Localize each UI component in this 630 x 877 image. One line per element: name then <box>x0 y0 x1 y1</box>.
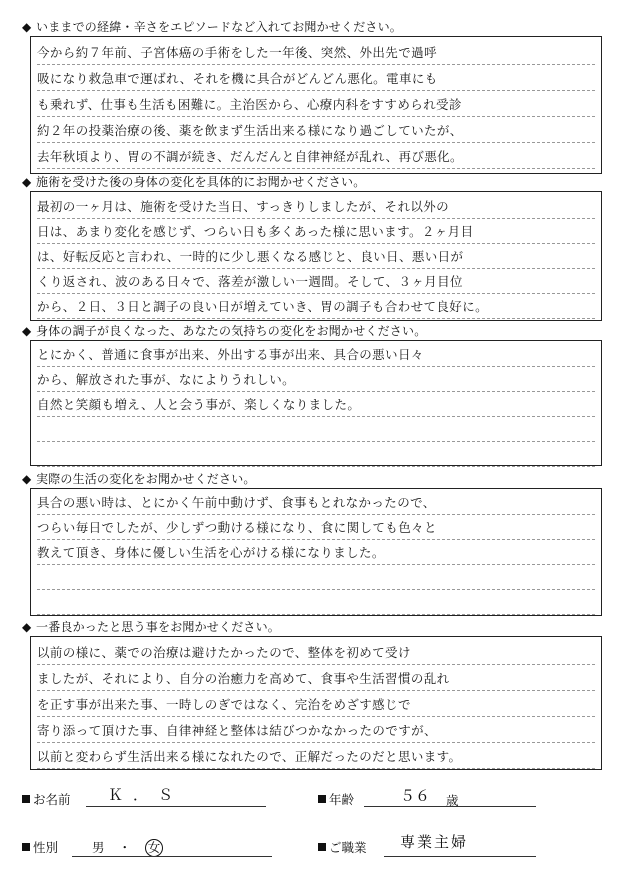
answer-line: も乗れず、仕事も生活も困難に。主治医から、心療内科をすすめられ受診 <box>37 91 595 117</box>
question-1: ◆ いままでの経緯・辛さをエピソードなど入れてお聞かせください。 <box>22 20 403 34</box>
square-bullet-icon <box>318 795 326 803</box>
answer-box-4 <box>30 488 602 616</box>
answer-box-1 <box>30 36 602 174</box>
name-underline <box>86 806 266 807</box>
answer-line: 吸になり救急車で運ばれ、それを機に具合がどんどん悪化。電車にも <box>37 65 595 91</box>
square-bullet-icon <box>22 795 30 803</box>
answer-line: 自然と笑顔も増え、人と会う事が、楽しくなりました。 <box>37 391 595 417</box>
answer-line <box>37 416 595 442</box>
gender-underline <box>72 856 272 857</box>
answer-line: 最初の一ヶ月は、施術を受けた当日、すっきりしましたが、それ以外の <box>37 193 595 219</box>
answer-line: から、解放された事が、なによりうれしい。 <box>37 366 595 392</box>
question-4: ◆ 実際の生活の変化をお聞かせください。 <box>22 472 256 486</box>
occupation-underline <box>384 856 536 857</box>
diamond-icon: ◆ <box>22 175 32 189</box>
answer-line: から、２日、３日と調子の良い日が増えていき、胃の調子も合わせて良好に。 <box>37 293 595 319</box>
diamond-icon: ◆ <box>22 620 32 634</box>
diamond-icon: ◆ <box>22 472 32 486</box>
answer-box-2 <box>30 191 602 321</box>
gender-label: 性別 <box>22 838 58 856</box>
gender-female-circled: 女 <box>145 839 163 857</box>
name-label: お名前 <box>22 790 71 808</box>
answer-line: 教えて頂き、身体に優しい生活を心がける様になりました。 <box>37 539 595 565</box>
square-bullet-icon <box>318 843 326 851</box>
question-3: ◆ 身体の調子が良くなった、あなたの気持ちの変化をお聞かせください。 <box>22 324 427 338</box>
answer-line: 以前の様に、薬での治療は避けたかったので、整体を初めて受け <box>37 639 595 665</box>
answer-line: 去年秋頃より、胃の不調が続き、だんだんと自律神経が乱れ、再び悪化。 <box>37 143 595 169</box>
answer-box-5 <box>30 636 602 770</box>
answer-line: ましたが、それにより、自分の治癒力を高めて、食事や生活習慣の乱れ <box>37 665 595 691</box>
answer-line: 約２年の投薬治療の後、薬を飲まず生活出来る様になり過ごしていたが、 <box>37 117 595 143</box>
answer-line: 今から約７年前、子宮体癌の手術をした一年後、突然、外出先で過呼 <box>37 39 595 65</box>
answer-line <box>37 589 595 615</box>
age-unit: 歳 <box>446 793 459 808</box>
diamond-icon: ◆ <box>22 20 32 34</box>
age-label: 年齢 <box>318 790 354 808</box>
answer-line: 以前と変わらず生活出来る様になれたので、正解だったのだと思います。 <box>37 743 595 769</box>
answer-line: を正す事が出来た事、一時しのぎではなく、完治をめざす感じで <box>37 691 595 717</box>
answer-line <box>37 441 595 467</box>
answer-line: とにかく、普通に食事が出来、外出する事が出来、具合の悪い日々 <box>37 341 595 367</box>
gender-separator: ・ <box>118 840 132 855</box>
answer-line: くり返され、波のある日々で、落差が激しい一週間。そして、３ヶ月目位 <box>37 268 595 294</box>
square-bullet-icon <box>22 843 30 851</box>
gender-male: 男 <box>92 840 105 855</box>
occupation-value: 専業主婦 <box>400 833 469 851</box>
answer-line: 具合の悪い時は、とにかく午前中動けず、食事もとれなかったので、 <box>37 489 595 515</box>
diamond-icon: ◆ <box>22 324 32 338</box>
question-5: ◆ 一番良かったと思う事をお聞かせください。 <box>22 620 281 634</box>
occupation-label: ご職業 <box>318 838 367 856</box>
question-2: ◆ 施術を受けた後の身体の変化を具体的にお聞かせください。 <box>22 175 366 189</box>
answer-line: つらい毎日でしたが、少しずつ動ける様になり、食に関しても色々と <box>37 514 595 540</box>
age-value: ５６ <box>400 787 431 805</box>
answer-line: 寄り添って頂けた事、自律神経と整体は結びつかなかったのですが、 <box>37 717 595 743</box>
gender-options <box>92 838 163 857</box>
answer-line: は、好転反応と言われ、一時的に少し悪くなる感じと、良い日、悪い日が <box>37 243 595 269</box>
answer-line: 日は、あまり変化を感じず、つらい日も多くあった様に思います。２ヶ月目 <box>37 218 595 244</box>
name-value: Ｋ．Ｓ <box>108 786 184 804</box>
answer-line <box>37 564 595 590</box>
answer-box-3 <box>30 340 602 466</box>
